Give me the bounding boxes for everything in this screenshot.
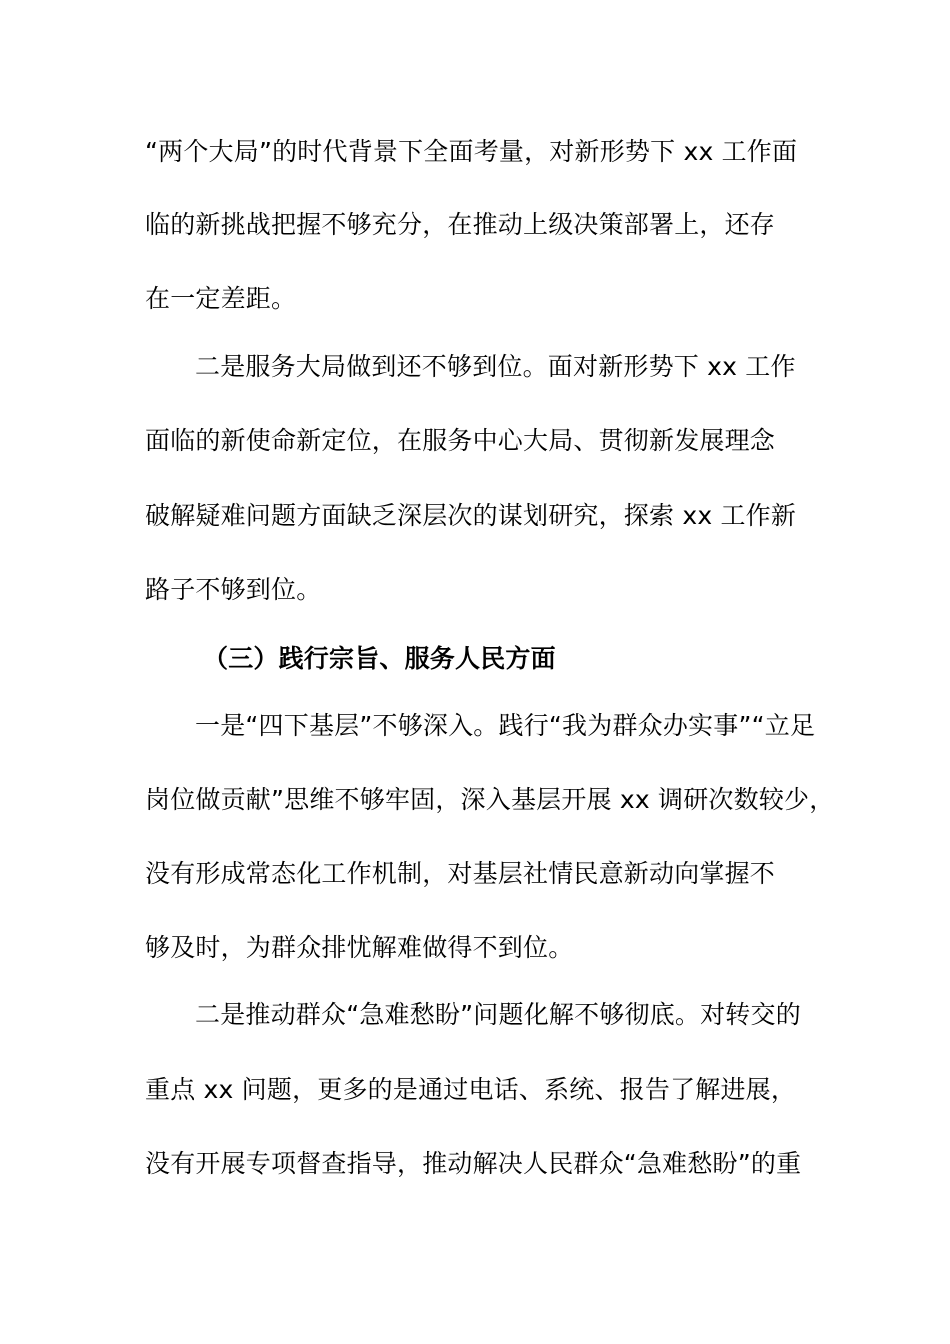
paragraph-line: 没有形成常态化工作机制，对基层社情民意新动向掌握不 — [145, 859, 776, 888]
paragraph-line: 破解疑难问题方面缺乏深层次的谋划研究，探索 xx 工作新 — [145, 501, 797, 530]
paragraph-line: 路子不够到位。 — [145, 575, 322, 604]
paragraph-line: 在一定差距。 — [145, 284, 297, 313]
paragraph-line: 重点 xx 问题，更多的是通过电话、系统、报告了解进展， — [145, 1075, 797, 1104]
paragraph-line: 二是推动群众“急难愁盼”问题化解不够彻底。对转交的 — [195, 1000, 801, 1029]
paragraph-line: 一是“四下基层”不够深入。践行“我为群众办实事”“立足 — [195, 711, 816, 740]
paragraph-line: 二是服务大局做到还不够到位。面对新形势下 xx 工作 — [195, 352, 796, 381]
paragraph-line: 岗位做贡献”思维不够牢固，深入基层开展 xx 调研次数较少， — [145, 785, 835, 814]
paragraph-line: 够及时，为群众排忧解难做得不到位。 — [145, 933, 574, 962]
paragraph-line: 面临的新使命新定位，在服务中心大局、贯彻新发展理念 — [145, 426, 776, 455]
paragraph-line: “两个大局”的时代背景下全面考量，对新形势下 xx 工作面 — [145, 137, 798, 166]
paragraph-line: 临的新挑战把握不够充分，在推动上级决策部署上，还存 — [145, 210, 776, 239]
paragraph-line: 没有开展专项督查指导，推动解决人民群众“急难愁盼”的重 — [145, 1149, 802, 1178]
section-heading: （三）践行宗旨、服务人民方面 — [203, 644, 556, 673]
